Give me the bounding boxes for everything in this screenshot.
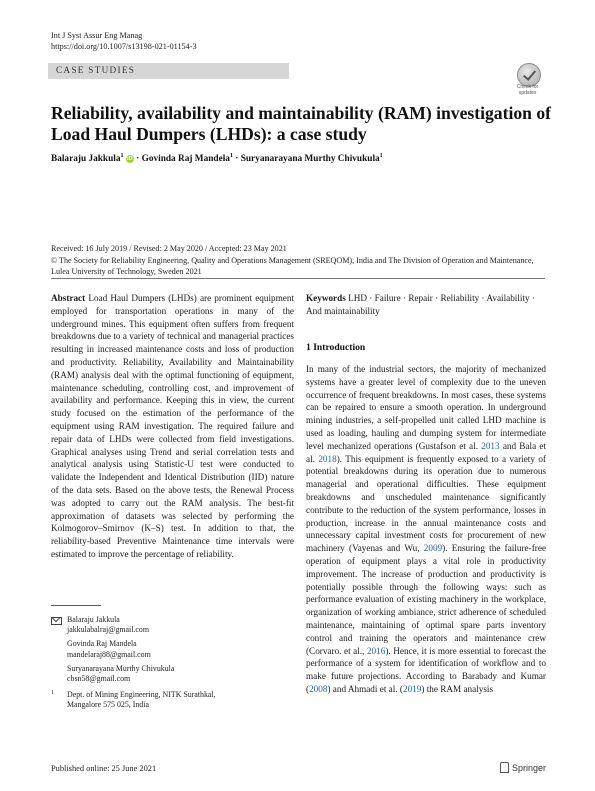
article-history: [51, 243, 541, 278]
author-name[interactable]: Suryanarayana Murthy Chivukula: [240, 154, 380, 165]
body-text: ). Ensuring the failure-free operation of equipment plays a vital role in productivity improvement. The increase of production and productivity is potentially possible through the following ways: such as performance evaluation of existing machinery in the workplace, organization of working ambiance, strict adherence of scheduled maintenance, maintaining of optimal spare parts inventory control and training the operators and maintenance crew (Corvaro. et al.,: [306, 543, 546, 656]
section-heading-introduction: 1 Introduction: [306, 342, 366, 353]
affiliation-line: Mangalore 575 025, India: [67, 700, 149, 710]
check-for-updates-badge[interactable]: [512, 63, 543, 95]
abstract-label: Abstract: [51, 293, 86, 303]
header-divider: [51, 278, 545, 279]
published-date: Published online: 25 June 2021: [51, 764, 157, 773]
introduction-body: [306, 363, 546, 696]
citation-link[interactable]: 2009: [423, 543, 443, 554]
orcid-icon[interactable]: iD: [127, 155, 133, 162]
affiliation-marker: 1: [379, 153, 383, 159]
citation-link[interactable]: 2018: [318, 453, 337, 464]
abstract-text: Load Haul Dumpers (LHDs) are prominent equipment employed for transportation operations in many of the underground mines. This equipment often suffers from frequent breakdowns due to a variety of technical and managerial practices resulting in increased maintenance costs and loss of production and productivity. Reliability, Availability and Maintainability (RAM) analysis deal with the optimal functioning of equipment, maintenance scheduling, controlling cost, and improvement of availability and performance. Keeping this in view, the current study focused on the estimation of the performance of the equipment using RAM investigation. The required failure and repair data of LHDs were collected from field investigations. Graphical analyses using Trend and serial correlation tests and analytical analysis using Statistic-U test were conducted to validate the Independent and Identical Distribution (IID) nature of the data sets. Based on the above tests, the Renewal Process was adopted to carry out the RAM analysis. The best-fit approximation of datasets was selected by performing the Kolmogorov–Smirnov (K–S) test. In addition to that, the reliability-based Preventive Maintenance time intervals were estimated to improve the percentage of reliability.: [51, 293, 294, 559]
affiliation-marker: 1: [229, 153, 233, 159]
affiliation-number: 1: [51, 690, 54, 697]
contact-entry: [51, 639, 291, 659]
body-text: ). Hence, it is more essential to forecast the performance of a system for identification of workflow and to make future projections. According to Barabady and Kumar (: [306, 645, 546, 694]
footnote-divider: [51, 605, 101, 606]
keywords-text: LHD · Failure · Repair · Reliability · Availability · And maintainability: [306, 293, 535, 316]
section-label-bar: [48, 63, 289, 79]
journal-name: Int J Syst Assur Eng Manag: [51, 31, 143, 40]
abstract: [51, 292, 294, 561]
author-list: [51, 153, 383, 164]
springer-horse-icon: [500, 762, 509, 773]
body-text: and Bala et al.: [306, 440, 546, 464]
envelope-icon: [51, 617, 62, 625]
keywords-label: Keywords: [306, 293, 346, 303]
badge-text-line1: Check for: [516, 84, 539, 90]
keywords: [306, 292, 546, 318]
citation-link[interactable]: 2008: [309, 683, 328, 694]
body-text: In many of the industrial sectors, the majority of mechanized systems have a greater level of complexity due to the uneven occurrence of frequent breakdowns. In most cases, these systems can be repaired to ensure a smooth operation. In underground mining industries, a self-propelled unit called LHD machine is used as loading, hauling and dumping system for intermediate level mechanized operations (Gustafson et al.: [306, 364, 546, 451]
section-label: CASE STUDIES: [56, 65, 136, 75]
history-dates: Received: 16 July 2019 / Revised: 2 May 2020 / Accepted: 23 May 2021: [51, 244, 287, 253]
correspondence-block: [51, 615, 291, 711]
contact-name: Govinda Raj Mandela: [67, 639, 137, 649]
article-title: Reliability, availability and maintainability (RAM) investigation of Load Haul Dumpers (LHDs): a case study: [51, 103, 551, 144]
contact-email[interactable]: jakkulabalraj@gmail.com: [67, 625, 149, 635]
affiliation-line: Dept. of Mining Engineering, NITK Surathkal,: [67, 690, 216, 700]
citation-link[interactable]: 2019: [402, 683, 422, 694]
author-name[interactable]: Balaraju Jakkula: [51, 154, 121, 165]
contact-name: Suryanarayana Murthy Chivukula: [67, 663, 175, 673]
publisher-name: Springer: [512, 762, 547, 773]
citation-link[interactable]: 2013: [481, 440, 500, 451]
contact-email[interactable]: cbsn58@gmail.com: [67, 674, 131, 684]
badge-text-line2: updates: [518, 89, 537, 96]
body-text: ). This equipment is frequently exposed to a variety of potential breakdowns during its operation due to numerous managerial and operational difficulties. These equipment breakdowns and unscheduled maintenance significantly contribute to the reduction of the system performance, losses in production, increase in the annual maintenance costs and unnecessary capital investment costs for procurement of new machinery (Vayenas and Wu,: [306, 453, 546, 554]
affiliation-marker: 1: [120, 153, 124, 159]
author-name[interactable]: Govinda Raj Mandela: [141, 154, 230, 165]
affiliation: [51, 690, 291, 710]
author-separator: ·: [235, 154, 239, 165]
doi-link[interactable]: https://doi.org/10.1007/s13198-021-01154-3: [51, 42, 197, 51]
body-text: ) and Ahmadi et al. (: [327, 683, 403, 694]
contact-name: Balaraju Jakkula: [67, 615, 120, 624]
contact-email[interactable]: mandelaraj88@gmail.com: [67, 649, 151, 659]
body-text: ) the RAM analysis: [421, 683, 494, 694]
contact-entry: [51, 615, 291, 635]
citation-link[interactable]: 2016: [366, 645, 386, 656]
copyright-notice: © The Society for Reliability Engineering, Quality and Operations Management (SREQOM), India and The Division of Operation and Maintenance, Lulea University of Technology, Sweden 2021: [51, 255, 534, 276]
journal-info: [51, 30, 197, 52]
contact-entry: [51, 664, 291, 684]
author-separator: ·: [136, 154, 140, 165]
publisher-logo: [500, 762, 546, 773]
